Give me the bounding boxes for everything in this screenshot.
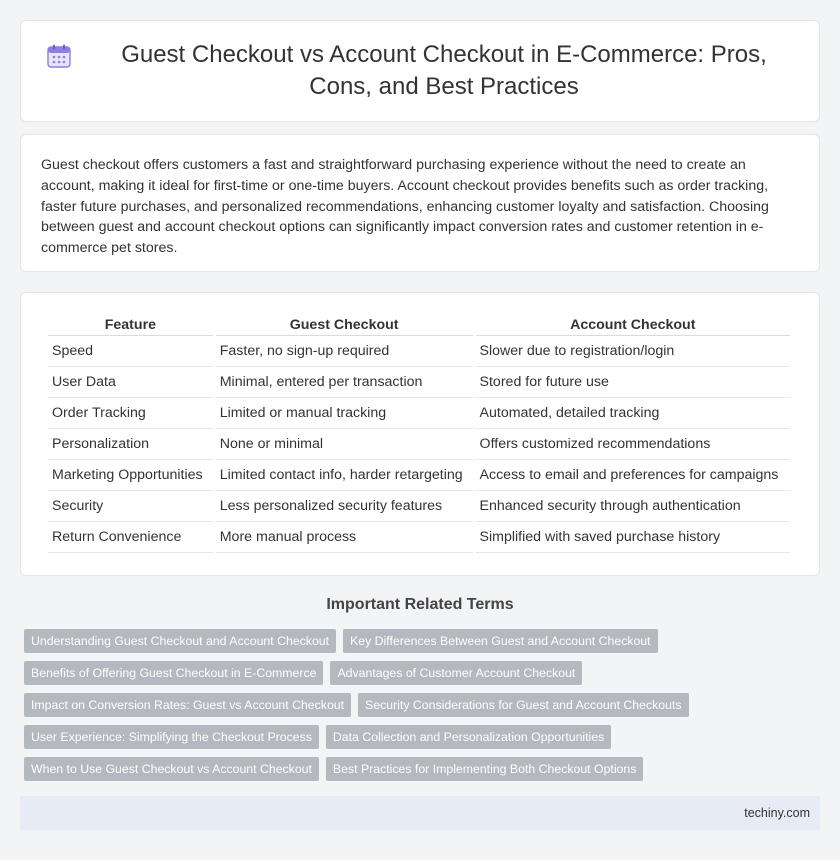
table-cell: Access to email and preferences for campaigns <box>476 460 790 491</box>
header-feature: Feature <box>48 313 213 336</box>
table-cell: Limited contact info, harder retargeting <box>216 460 473 491</box>
page-title: Guest Checkout vs Account Checkout in E-Commerce: Pros, Cons, and Best Practices <box>121 41 767 100</box>
table-cell: Enhanced security through authentication <box>476 491 790 522</box>
related-term-tag[interactable]: User Experience: Simplifying the Checkout Process <box>24 725 319 749</box>
table-row <box>48 429 790 460</box>
related-term-tag[interactable]: Best Practices for Implementing Both Checkout Options <box>326 757 643 781</box>
related-term-tag[interactable]: Impact on Conversion Rates: Guest vs Account Checkout <box>24 693 351 717</box>
title-wrap <box>46 39 794 103</box>
table-cell: Slower due to registration/login <box>476 336 790 367</box>
table-row <box>48 398 790 429</box>
footer <box>20 796 820 830</box>
related-term-tag[interactable]: Security Considerations for Guest and Account Checkouts <box>358 693 688 717</box>
related-term-tag[interactable]: Understanding Guest Checkout and Account Checkout <box>24 629 336 653</box>
footer-brand[interactable]: techiny.com <box>744 806 810 820</box>
table-cell: Less personalized security features <box>216 491 473 522</box>
table-row <box>48 522 790 553</box>
table-cell: Offers customized recommendations <box>476 429 790 460</box>
table-cell: Simplified with saved purchase history <box>476 522 790 553</box>
related-term-tag[interactable]: When to Use Guest Checkout vs Account Checkout <box>24 757 319 781</box>
tag-row <box>24 725 824 749</box>
table-cell: Personalization <box>48 429 213 460</box>
intro-paragraph: Guest checkout offers customers a fast and straightforward purchasing experience without the need to create an account, making it ideal for first-time or one-time buyers. Account checkout provides benefits such as order tracking, faster future purchases, and personalized recommendations, enhancing customer loyalty and satisfaction. Choosing between guest and account checkout options can significantly impact conversion rates and customer retention in e-commerce pet stores. <box>41 157 769 257</box>
table-cell: Minimal, entered per transaction <box>216 367 473 398</box>
table-row <box>48 336 790 367</box>
calendar-icon <box>46 43 72 69</box>
table-cell: None or minimal <box>216 429 473 460</box>
related-term-tag[interactable]: Benefits of Offering Guest Checkout in E-Commerce <box>24 661 323 685</box>
table-row <box>48 367 790 398</box>
header-guest-checkout: Guest Checkout <box>216 313 473 336</box>
table-cell: Order Tracking <box>48 398 213 429</box>
comparison-card <box>20 292 820 576</box>
tag-row <box>24 629 824 653</box>
table-cell: Speed <box>48 336 213 367</box>
table-cell: Automated, detailed tracking <box>476 398 790 429</box>
table-header-row <box>48 313 790 336</box>
tag-row <box>24 757 824 781</box>
table-cell: Security <box>48 491 213 522</box>
header-account-checkout: Account Checkout <box>476 313 790 336</box>
tag-row <box>24 693 824 717</box>
tag-row <box>24 661 824 685</box>
table-cell: Return Convenience <box>48 522 213 553</box>
table-cell: Limited or manual tracking <box>216 398 473 429</box>
comparison-table <box>45 313 793 553</box>
table-cell: More manual process <box>216 522 473 553</box>
table-cell: Marketing Opportunities <box>48 460 213 491</box>
related-term-tag[interactable]: Advantages of Customer Account Checkout <box>330 661 582 685</box>
table-cell: User Data <box>48 367 213 398</box>
table-cell: Faster, no sign-up required <box>216 336 473 367</box>
table-cell: Stored for future use <box>476 367 790 398</box>
related-term-tag[interactable]: Key Differences Between Guest and Account Checkout <box>343 629 658 653</box>
related-term-tag[interactable]: Data Collection and Personalization Opportunities <box>326 725 611 749</box>
title-card <box>20 20 820 122</box>
table-row <box>48 491 790 522</box>
related-terms-list <box>24 629 824 789</box>
table-row <box>48 460 790 491</box>
intro-card <box>20 134 820 272</box>
related-terms-heading: Important Related Terms <box>326 596 514 613</box>
